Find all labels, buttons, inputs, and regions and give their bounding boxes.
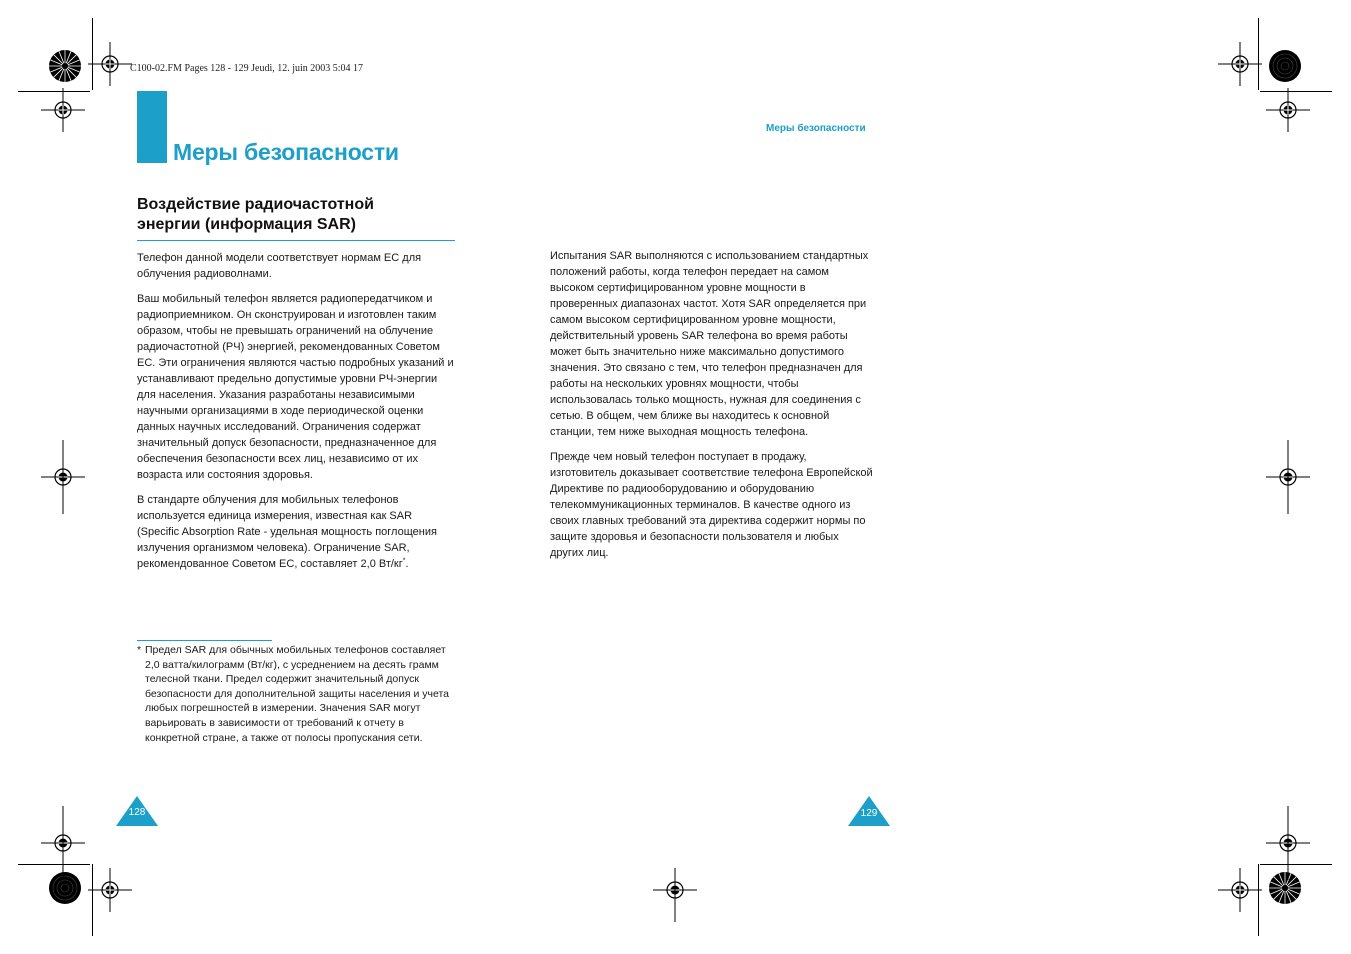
footnote-text: Предел SAR для обычных мобильных телефонов составляет 2,0 ватта/килограмм (Вт/кг), с усреднением на десять грамм телесной ткани. Предел содержит значительный допуск безопасности для дополнительной защиты населения и учета любых погрешностей в измерении. Значения SAR могут варьировать в зависимости от требований к отчету в конкретной стране, а также от полосы пропускания сети. bbox=[145, 644, 449, 744]
registration-mark bbox=[41, 88, 85, 132]
right-paragraph-1: Испытания SAR выполняются с использованием стандартных положений работы, когда телефон передает на самом высоком сертифицированном уровне мощности в проверенных диапазонах частот. Хотя SAR определяется при самом высоком сертифицированном уровне мощности, действительный уровень SAR телефона во время работы может быть значительно ниже максимально допустимого значения. Это связано с тем, что телефон предназначен для работы на нескольких уровнях мощности, чтобы использовалась только мощность, нужная для соединения с сетью. В общем, чем ближе вы находитесь к основной станции, тем ниже выходная мощность телефона. bbox=[550, 250, 869, 438]
page-number-left: 128 bbox=[128, 807, 146, 818]
footnote-reference: * bbox=[402, 557, 406, 565]
registration-mark bbox=[1218, 42, 1262, 86]
page-number-right: 129 bbox=[860, 808, 878, 819]
section-heading-line1: Воздействие радиочастотной bbox=[137, 196, 374, 213]
color-wheel-top-left bbox=[49, 50, 81, 82]
registration-mark bbox=[88, 42, 132, 86]
right-paragraph-2: Прежде чем новый телефон поступает в продажу, изготовитель доказывает соответствие телефона Европейской Директиве по радиооборудованию и оборудованию телекоммуникационных терминалов. В качестве одного из своих главных требований эта директива содержит нормы по защите здоровья и безопасности пользователя и любых других лиц. bbox=[550, 451, 873, 559]
registration-mark bbox=[1266, 88, 1310, 132]
section-heading-line2: энергии (информация SAR) bbox=[137, 216, 356, 233]
color-wheel-top-right bbox=[1269, 50, 1301, 82]
page-title: Меры безопасности bbox=[173, 139, 399, 165]
color-wheel-bottom-left bbox=[49, 872, 81, 904]
registration-mark bbox=[88, 868, 132, 912]
registration-mark bbox=[1218, 868, 1262, 912]
left-paragraph-2: Ваш мобильный телефон является радиопередатчиком и радиоприемником. Он сконструирован и изготовлен таким образом, чтобы не превышать ограничений на облучение радиочастотной (РЧ) энергией, рекомендованных Советом ЕС. Эти ограничения являются частью подробных указаний и устанавливают предельно допустимые уровни РЧ-энергии для населения. Указания разработаны независимыми научными организациями в ходе периодической оценки данных научных исследований. Ограничения содержат значительный допуск безопасности, предназначенное для обеспечения безопасности всех лиц, независимо от их возраста или состояния здоровья. bbox=[137, 293, 454, 481]
left-paragraph-3-text: В стандарте облучения для мобильных телефонов используется единица измерения, известная как SAR (Specific Absorption Rate - удельная мощность поглощения излучения организмом человека). Ограничение SAR, рекомендованное Советом ЕС, составляет 2,0 Вт/кг bbox=[137, 494, 437, 570]
left-paragraph-3-end: . bbox=[405, 558, 409, 570]
left-paragraph-1: Телефон данной модели соответствует нормам ЕС для облучения радиоволнами. bbox=[137, 252, 422, 280]
color-wheel-bottom-right bbox=[1269, 872, 1301, 904]
file-header: C100-02.FM Pages 128 - 129 Jeudi, 12. juin 2003 5:04 17 bbox=[130, 63, 364, 74]
footnote-mark: * bbox=[137, 644, 142, 656]
running-head: Меры безопасности bbox=[766, 123, 866, 134]
